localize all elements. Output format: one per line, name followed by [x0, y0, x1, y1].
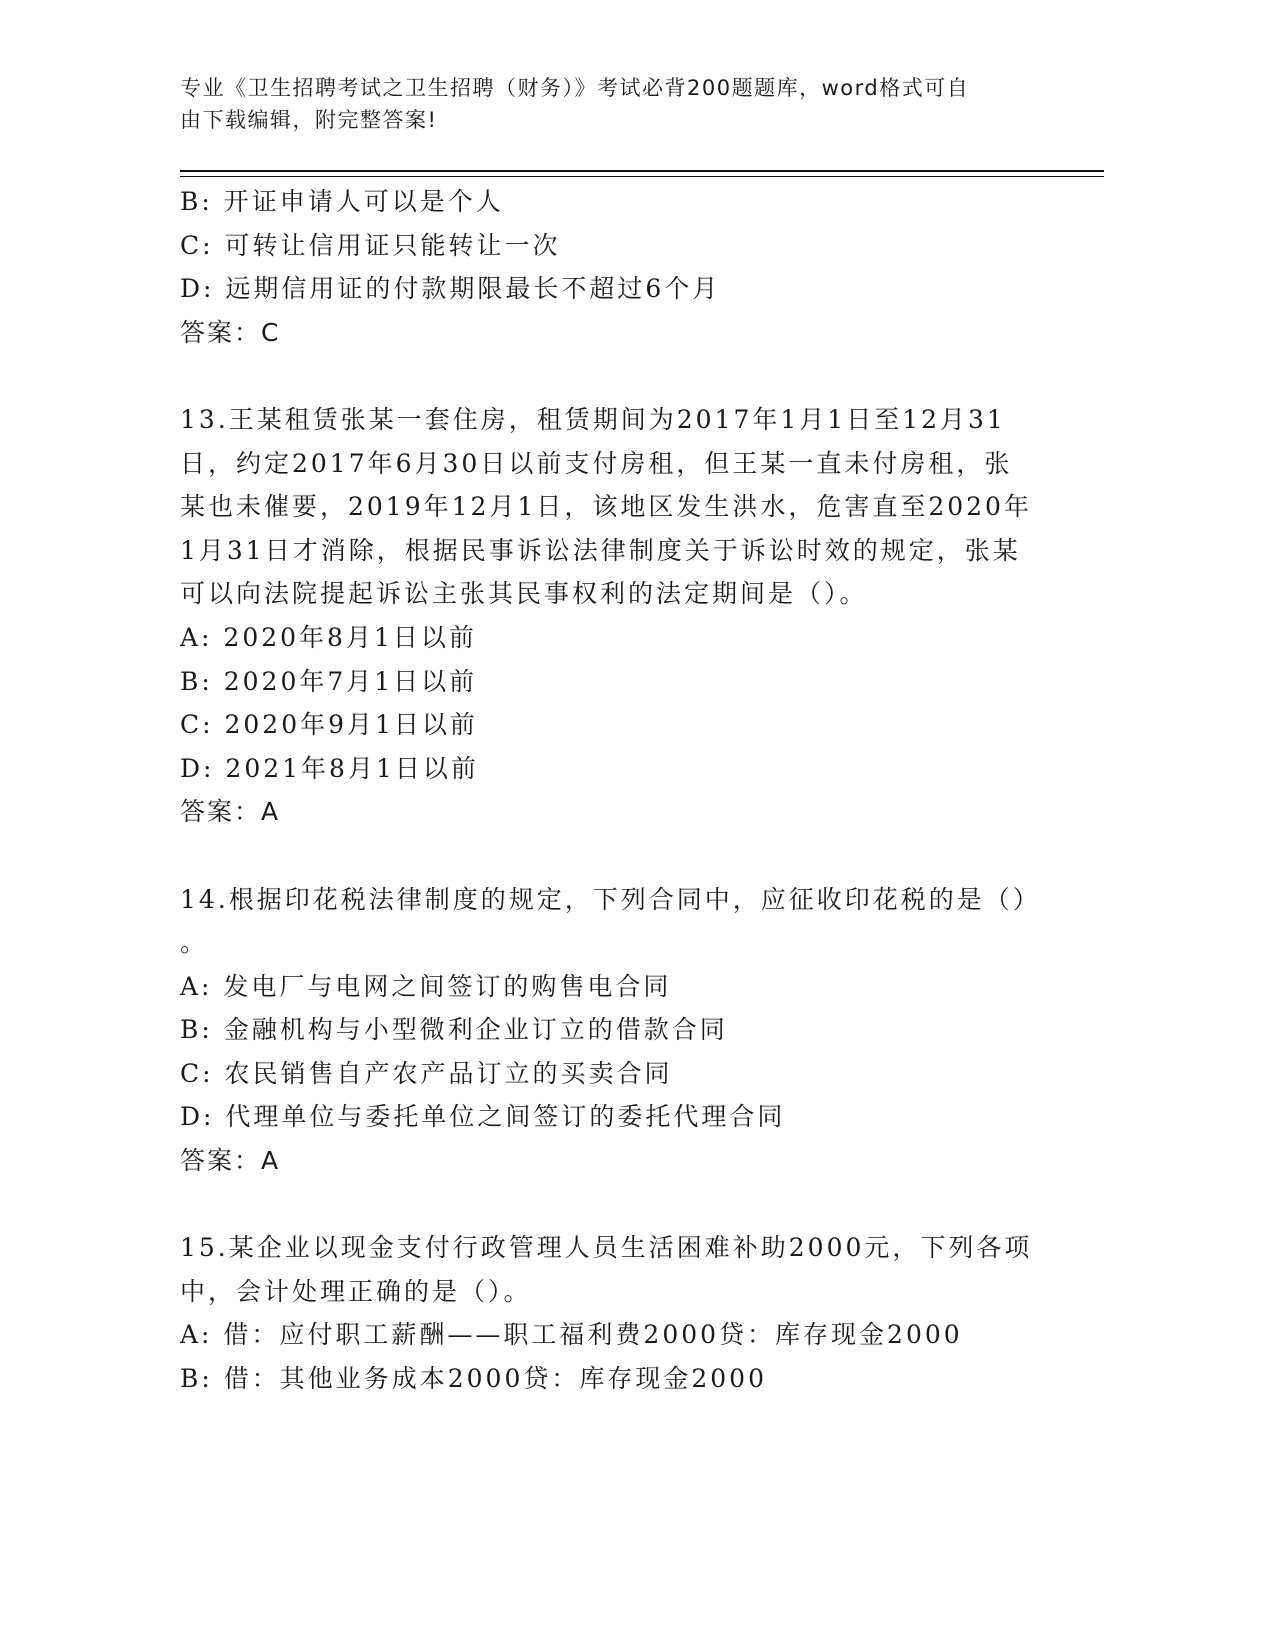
option-d: D: 远期信用证的付款期限最长不超过6个月 [180, 274, 721, 304]
answer: 答案：A [180, 1146, 281, 1176]
header-title-line-1: 专业《卫生招聘考试之卫生招聘（财务）》考试必背200题题库，word格式可自 [180, 76, 970, 100]
option-c: C: 农民销售自产农产品订立的买卖合同 [180, 1058, 673, 1088]
spacer [180, 354, 1040, 398]
spacer [180, 1183, 1040, 1227]
question-stem-line: 15.某企业以现金支付行政管理人员生活困难补助2000元，下列各项 [180, 1233, 1033, 1263]
answer: 答案：A [180, 797, 281, 827]
question-stem-line: 某也未催要，2019年12月1日，该地区发生洪水，危害直至2020年 [180, 492, 1032, 522]
question-stem-line: 日，约定2017年6月30日以前支付房租，但王某一直未付房租，张 [180, 448, 1013, 478]
option-c: C: 可转让信用证只能转让一次 [180, 230, 561, 260]
option-d: D: 2021年8月1日以前 [180, 753, 479, 783]
header-rule-thin [180, 176, 1104, 177]
option-b: B: 2020年7月1日以前 [180, 666, 478, 696]
option-b: B: 借：其他业务成本2000贷：库存现金2000 [180, 1364, 767, 1394]
question-stem-line: 可以向法院提起诉讼主张其民事权利的法定期间是（）。 [180, 579, 868, 609]
question-13 [180, 398, 1040, 834]
option-a: A: 发电厂与电网之间签订的购售电合同 [180, 971, 672, 1001]
question-stem-line: 14.根据印花税法律制度的规定，下列合同中，应征收印花税的是（） [180, 884, 1041, 914]
question-15 [180, 1226, 1040, 1400]
option-b: B: 开证申请人可以是个人 [180, 187, 504, 216]
question-stem-line: 13.王某租赁张某一套住房，租赁期间为2017年1月1日至12月31 [180, 404, 1006, 434]
question-stem-line: 1月31日才消除，根据民事诉讼法律制度关于诉讼时效的规定，张某 [180, 535, 1021, 565]
option-b: B: 金融机构与小型微利企业订立的借款合同 [180, 1015, 728, 1045]
header-rule-thick [180, 170, 1104, 172]
question-14 [180, 878, 1040, 1183]
question-12-tail [180, 180, 1040, 354]
header-title-line-2: 由下载编辑，附完整答案! [180, 108, 438, 132]
question-list [180, 180, 1040, 1401]
document-header [180, 72, 1040, 136]
option-c: C: 2020年9月1日以前 [180, 710, 478, 740]
answer: 答案：C [180, 317, 281, 347]
question-stem-line: 。 [180, 928, 209, 958]
question-stem-line: 中，会计处理正确的是（）。 [180, 1276, 532, 1306]
spacer [180, 834, 1040, 878]
option-d: D: 代理单位与委托单位之间签订的委托代理合同 [180, 1102, 786, 1132]
option-a: A: 借：应付职工薪酬——职工福利费2000贷：库存现金2000 [180, 1320, 963, 1350]
option-a: A: 2020年8月1日以前 [180, 622, 477, 652]
